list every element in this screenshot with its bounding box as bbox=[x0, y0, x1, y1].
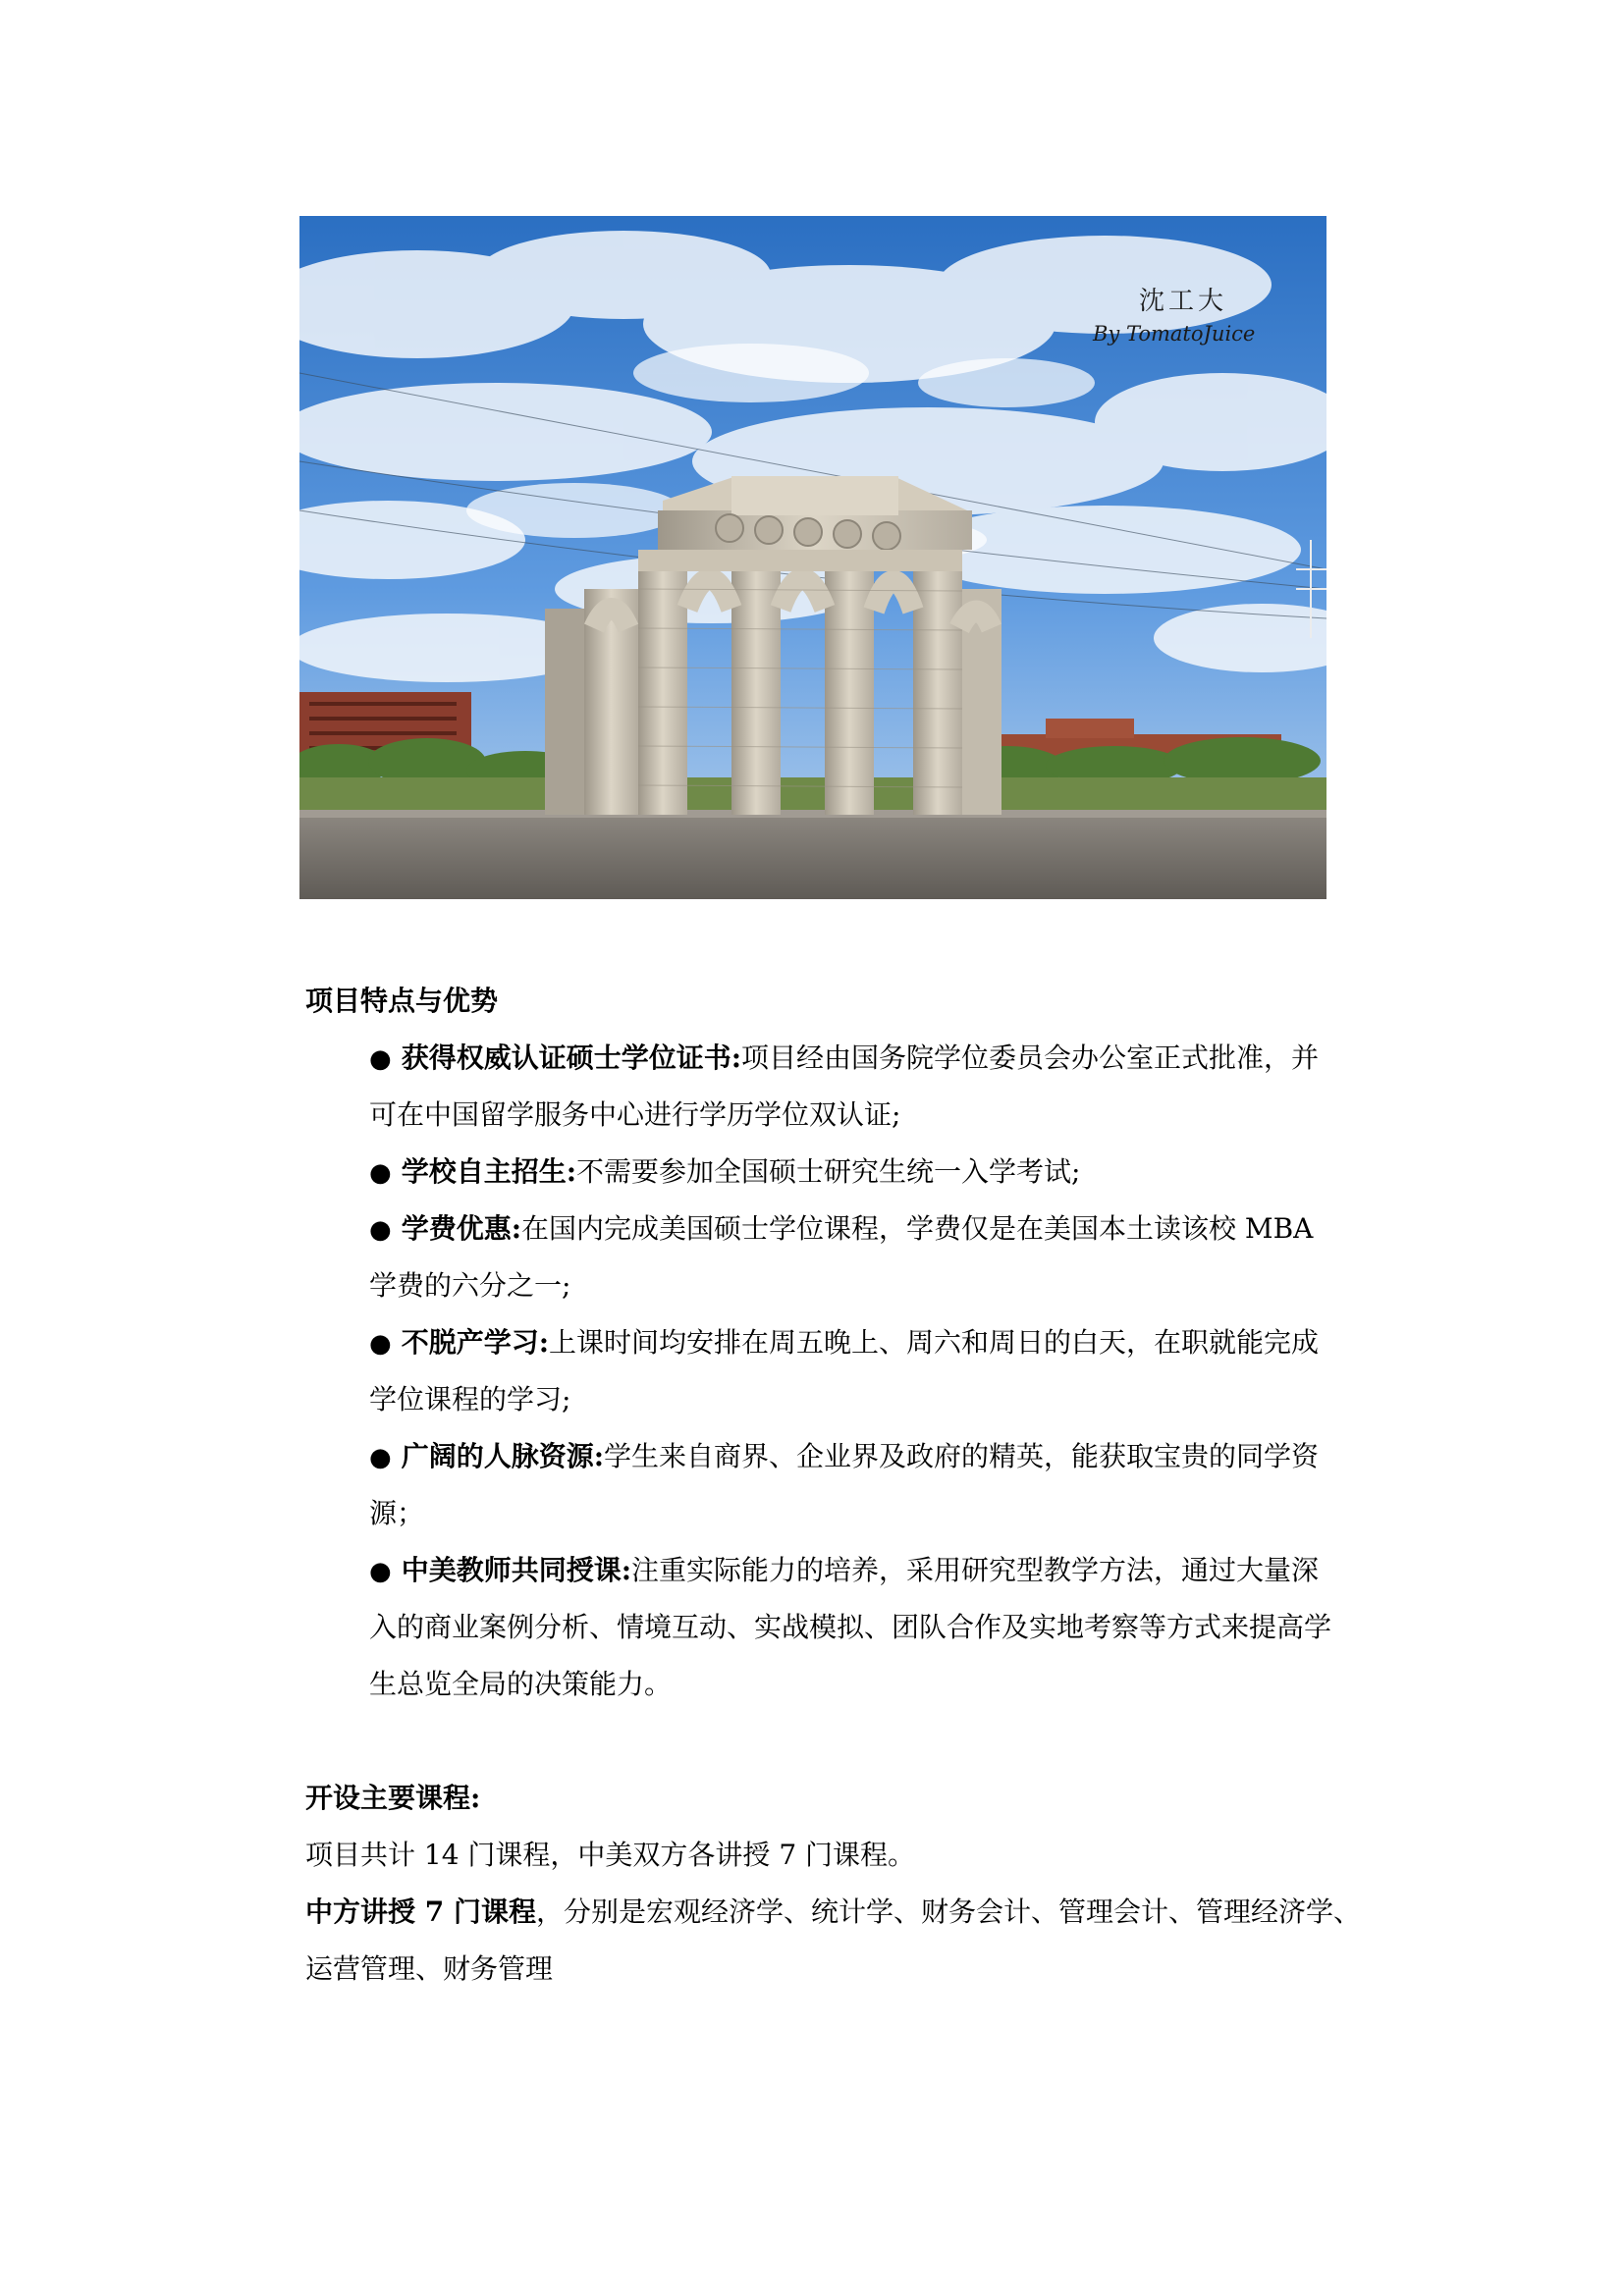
chinese-courses-list: ，分别是宏观经济学、统计学、财务会计、管理会计、管理经济学、 bbox=[535, 1896, 1361, 1928]
feature-title: 不脱产学习: bbox=[401, 1326, 550, 1359]
feature-item bbox=[369, 1323, 1319, 1363]
feature-title: 学校自主招生: bbox=[401, 1155, 577, 1188]
bullet-icon: ● bbox=[369, 1443, 392, 1472]
bullet-icon: ● bbox=[369, 1044, 392, 1074]
feature-title: 获得权威认证硕士学位证书: bbox=[401, 1041, 742, 1074]
photo-caption-chinese: 沈工大 bbox=[1139, 287, 1228, 316]
feature-text: 学生来自商界、企业界及政府的精英，能获取宝贵的同学资 bbox=[604, 1440, 1320, 1472]
chinese-courses bbox=[305, 1893, 1361, 1932]
feature-item bbox=[369, 1209, 1313, 1250]
feature-text: 注重实际能力的培养，采用研究型教学方法，通过大量深 bbox=[631, 1554, 1320, 1586]
feature-item bbox=[369, 1551, 1319, 1591]
feature-text: 在国内完成美国硕士学位课程，学费仅是在美国本土读该校 MBA bbox=[521, 1212, 1314, 1245]
chinese-courses-continued: 运营管理、财务管理 bbox=[305, 1952, 554, 1985]
feature-text-continued: 生总览全局的决策能力。 bbox=[369, 1668, 673, 1700]
feature-text-continued: 学费的六分之一; bbox=[369, 1269, 571, 1302]
feature-text: 上课时间均安排在周五晚上、周六和周日的白天，在职就能完成 bbox=[549, 1326, 1320, 1359]
chinese-courses-label: 中方讲授 7 门课程 bbox=[305, 1896, 536, 1928]
course-summary: 项目共计 14 门课程，中美双方各讲授 7 门课程。 bbox=[305, 1839, 916, 1871]
feature-item bbox=[369, 1039, 1319, 1079]
section-heading-features: 项目特点与优势 bbox=[305, 985, 499, 1017]
feature-item bbox=[369, 1437, 1319, 1477]
feature-title: 中美教师共同授课: bbox=[401, 1554, 632, 1586]
feature-text-continued: 源； bbox=[369, 1497, 425, 1529]
feature-title: 广阔的人脉资源: bbox=[401, 1440, 605, 1472]
bullet-icon: ● bbox=[369, 1158, 392, 1188]
bullet-icon: ● bbox=[369, 1329, 392, 1359]
section-heading-courses: 开设主要课程: bbox=[305, 1782, 481, 1814]
feature-title: 学费优惠: bbox=[401, 1212, 522, 1245]
feature-text: 不需要参加全国硕士研究生统一入学考试; bbox=[576, 1155, 1081, 1188]
bullet-icon: ● bbox=[369, 1557, 392, 1586]
bullet-icon: ● bbox=[369, 1215, 392, 1245]
feature-text-continued: 入的商业案例分析、情境互动、实战模拟、团队合作及实地考察等方式来提高学 bbox=[369, 1611, 1332, 1643]
feature-item bbox=[369, 1152, 1080, 1193]
feature-text: 项目经由国务院学位委员会办公室正式批准，并 bbox=[741, 1041, 1320, 1074]
feature-text-continued: 学位课程的学习; bbox=[369, 1383, 571, 1415]
photo-caption-english: By TomatoJuice bbox=[1093, 322, 1256, 346]
feature-text-continued: 可在中国留学服务中心进行学历学位双认证; bbox=[369, 1098, 901, 1131]
